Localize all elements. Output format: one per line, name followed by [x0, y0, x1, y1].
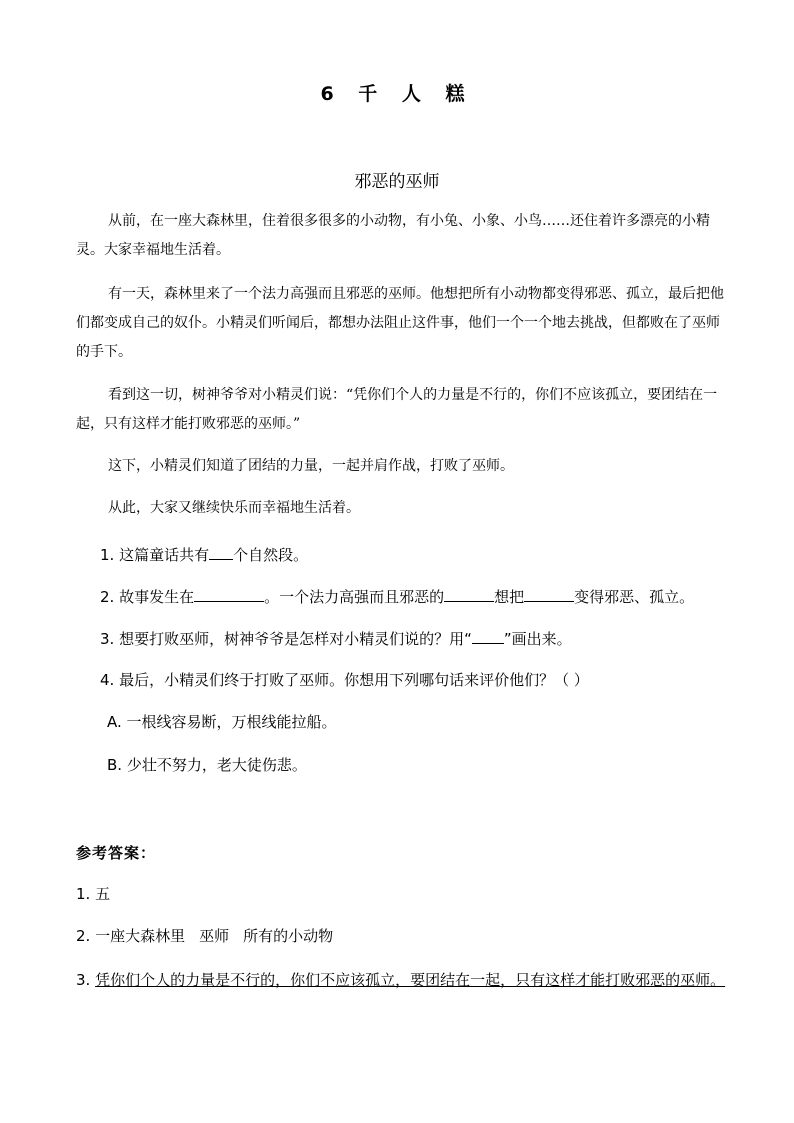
page-title: 6 千 人 糕: [320, 83, 474, 105]
question-2-text-b: 。一个法力高强而且邪恶的: [264, 588, 445, 606]
underline-sample: [472, 627, 504, 644]
question-3: [100, 627, 750, 649]
question-3-text-a: 3. 想要打败巫师，树神爷爷是怎样对小精灵们说的？用“: [100, 630, 472, 648]
passage-paragraph-2: 有一天，森林里来了一个法力高强而且邪恶的巫师。他想把所有小动物都变得邪恶、孤立，最后把他们都变成自己的奴仆。小精灵们听闻后，都想办法阻止这件事，他们一个一个地去挑战，但都败在了巫师的手下。: [76, 286, 724, 360]
passage-title: 邪恶的巫师: [354, 172, 440, 192]
answer-3-number: 3.: [76, 971, 96, 989]
answer-3: [76, 966, 726, 995]
question-1-text-b: 个自然段。: [233, 546, 309, 564]
answer-2-part-3: 所有的小动物: [243, 927, 334, 945]
answer-2: [76, 926, 333, 946]
answer-2-number: 2.: [76, 927, 96, 945]
answer-blank[interactable]: [209, 543, 233, 560]
answer-blank[interactable]: [194, 585, 264, 602]
passage-paragraph-1: 从前，在一座大森林里，住着很多很多的小动物，有小兔、小象、小鸟……还住着许多漂亮的小精灵。大家幸福地生活着。: [76, 213, 710, 258]
question-2: [100, 585, 750, 607]
question-2-text-c: 想把: [494, 588, 525, 606]
option-b: B. 少壮不努力，老大徒伤悲。: [107, 756, 307, 774]
passage-paragraph-3: 看到这一切，树神爷爷对小精灵们说：“凭你们个人的力量是不行的，你们不应该孤立，要团结在一起，只有这样才能打败邪恶的巫师。”: [76, 387, 718, 432]
answer-key-heading: 参考答案：: [76, 844, 157, 862]
answer-1: 1. 五: [76, 885, 111, 903]
answer-2-part-1: 一座大森林里: [95, 927, 186, 945]
question-1-text-a: 1. 这篇童话共有: [100, 546, 210, 564]
question-2-text-a: 2. 故事发生在: [100, 588, 195, 606]
question-2-text-d: 变得邪恶、孤立。: [574, 588, 695, 606]
passage-paragraph-4: 这下，小精灵们知道了团结的力量，一起并肩作战，打败了巫师。: [108, 458, 514, 474]
question-4: 4. 最后，小精灵们终于打败了巫师。你想用下列哪句话来评价他们？（ ）: [100, 671, 589, 689]
question-1: [100, 543, 750, 565]
answer-3-text: 凭你们个人的力量是不行的，你们不应该孤立，要团结在一起，只有这样才能打败邪恶的巫师。: [95, 971, 726, 989]
answer-blank[interactable]: [444, 585, 494, 602]
option-a: A. 一根线容易断，万根线能拉船。: [107, 713, 337, 731]
passage-paragraph-5: 从此，大家又继续快乐而幸福地生活着。: [108, 500, 360, 516]
answer-2-part-2: 巫师: [199, 927, 230, 945]
answer-blank[interactable]: [524, 585, 574, 602]
question-3-text-b: ”画出来。: [503, 630, 572, 648]
